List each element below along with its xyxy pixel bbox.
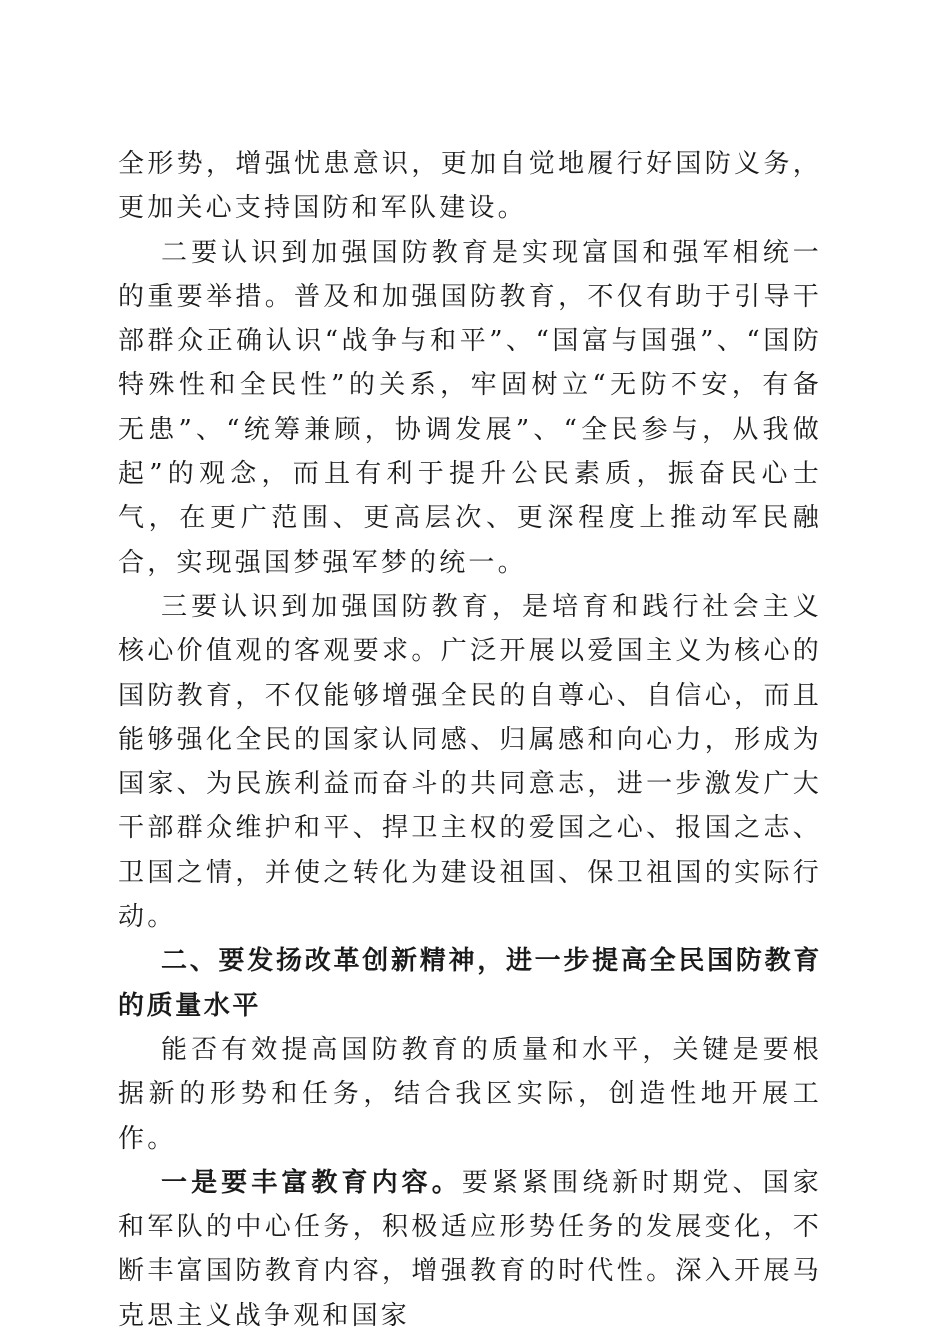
paragraph-body: 要紧紧围绕新时期党、国家和军队的中心任务，积极适应形势任务的发展变化，不断丰富国防教育内容，增强教育的时代性。深入开展马克思主义战争观和国家 bbox=[118, 1167, 822, 1331]
paragraph-section-intro: 能否有效提高国防教育的质量和水平，关键是要根据新的形势和任务，结合我区实际，创造性地开展工作。 bbox=[118, 1034, 822, 1154]
document-page bbox=[118, 142, 822, 1338]
section-heading-2: 二、要发扬改革创新精神，进一步提高全民国防教育的质量水平 bbox=[118, 946, 822, 1021]
paragraph-third-point: 三要认识到加强国防教育，是培育和践行社会主义核心价值观的客观要求。广泛开展以爱国主义为核心的国防教育，不仅能够增强全民的自尊心、自信心，而且能够强化全民的国家认同感、归属感和向心力，形成为国家、为民族利益而奋斗的共同意志，进一步激发广大干部群众维护和平、捍卫主权的爱国之心、报国之志、卫国之情，并使之转化为建设祖国、保卫祖国的实际行动。 bbox=[118, 591, 822, 933]
paragraph-lead-bold: 一是要丰富教育内容。 bbox=[161, 1167, 462, 1198]
paragraph-continuation: 全形势，增强忧患意识，更加自觉地履行好国防义务，更加关心支持国防和军队建设。 bbox=[118, 149, 822, 224]
paragraph-second-point: 二要认识到加强国防教育是实现富国和强军相统一的重要举措。普及和加强国防教育，不仅有助于引导干部群众正确认识“战争与和平”、“国富与国强”、“国防特殊性和全民性”的关系，牢固树立“无防不安，有备无患”、“统筹兼顾，协调发展”、“全民参与，从我做起”的观念，而且有利于提升公民素质，振奋民心士气，在更广范围、更高层次、更深程度上推动军民融合，实现强国梦强军梦的统一。 bbox=[118, 237, 822, 578]
paragraph-first-measure bbox=[118, 1161, 822, 1338]
